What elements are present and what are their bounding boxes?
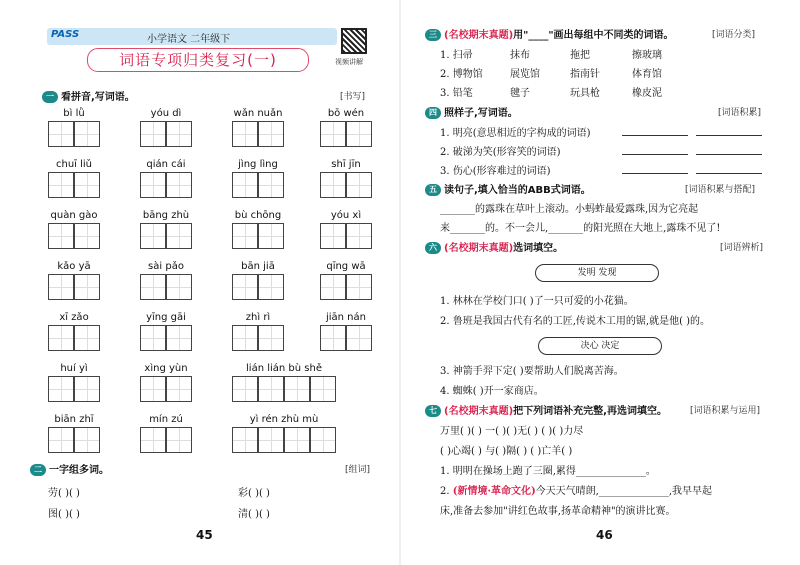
- section-number-badge: 四: [425, 107, 441, 119]
- pinyin-label: huí yì: [60, 363, 88, 374]
- character-box[interactable]: [48, 121, 74, 147]
- character-box[interactable]: [320, 274, 346, 300]
- pinyin-label: jiān nán: [325, 312, 366, 323]
- section-tag: [词语辨析]: [720, 243, 764, 253]
- section-tag: [书写]: [340, 92, 366, 102]
- section-title: 看拼音,写词语。: [61, 92, 135, 103]
- pinyin-label: bì lǜ: [63, 108, 85, 119]
- character-box[interactable]: [166, 121, 192, 147]
- section-number-badge: 二: [30, 464, 46, 476]
- classification-word[interactable]: 1. 扫帚: [440, 50, 473, 61]
- answer-line[interactable]: [622, 154, 688, 155]
- pinyin-label: yīng gāi: [146, 312, 186, 323]
- exam-badge: (名校期末真题): [444, 243, 514, 254]
- classification-word[interactable]: 橡皮泥: [632, 88, 662, 99]
- character-box[interactable]: [232, 121, 258, 147]
- character-box[interactable]: [232, 376, 258, 402]
- character-box[interactable]: [166, 172, 192, 198]
- idiom-line[interactable]: ( )心竭( ) 与( )隔( ) ( )亡羊( ): [440, 446, 573, 457]
- pinyin-label: bāng zhù: [142, 210, 190, 221]
- character-box[interactable]: [140, 172, 166, 198]
- pinyin-label: yì rén zhù mù: [249, 414, 319, 425]
- word-choice-oval: 决心 决定: [538, 337, 662, 355]
- character-box[interactable]: [74, 325, 100, 351]
- sentence-line[interactable]: 来_______的。不一会儿,_______的阳光照在大地上,露珠不见了!: [440, 223, 721, 234]
- page-number: 46: [596, 528, 613, 542]
- character-box[interactable]: [140, 121, 166, 147]
- fill-question-continued: 床,准备去参加"讲红色故事,扬革命精神"的演讲比赛。: [440, 506, 676, 517]
- section-title: 一字组多词。: [49, 465, 109, 476]
- character-box[interactable]: [48, 223, 74, 249]
- section-2-heading: [30, 461, 109, 476]
- character-box[interactable]: [310, 376, 336, 402]
- character-box[interactable]: [310, 427, 336, 453]
- character-box[interactable]: [284, 376, 310, 402]
- answer-line[interactable]: [696, 154, 762, 155]
- fill-question[interactable]: 1. 林林在学校门口( )了一只可爱的小花猫。: [440, 296, 634, 307]
- character-box[interactable]: [48, 376, 74, 402]
- section-1-heading: [42, 88, 135, 103]
- character-box[interactable]: [346, 274, 372, 300]
- pinyin-label: wǎn nuǎn: [233, 108, 283, 119]
- character-box[interactable]: [74, 427, 100, 453]
- section-tag: [词语分类]: [712, 30, 756, 40]
- pinyin-label: qián cái: [146, 159, 186, 170]
- classification-word[interactable]: 玩具枪: [570, 88, 600, 99]
- section-number-badge: 一: [42, 91, 58, 103]
- classification-word[interactable]: 3. 铅笔: [440, 88, 473, 99]
- page-header: [47, 28, 377, 74]
- character-box[interactable]: [346, 121, 372, 147]
- section-tag: [组词]: [345, 465, 371, 475]
- character-box[interactable]: [166, 427, 192, 453]
- pinyin-label: sài pǎo: [148, 261, 184, 272]
- character-box[interactable]: [140, 223, 166, 249]
- section-6-heading: [425, 239, 563, 254]
- character-box[interactable]: [140, 376, 166, 402]
- classification-word[interactable]: 擦玻璃: [632, 50, 662, 61]
- character-box[interactable]: [346, 223, 372, 249]
- word-group-item[interactable]: 清( )( ): [238, 509, 270, 520]
- character-box[interactable]: [258, 376, 284, 402]
- character-box[interactable]: [74, 172, 100, 198]
- example-row: 2. 破涕为笑(形容笑的词语): [440, 147, 561, 158]
- character-box[interactable]: [284, 427, 310, 453]
- section-tag: [词语积累与运用]: [690, 406, 761, 416]
- character-box[interactable]: [166, 274, 192, 300]
- word-choice-oval: 发明 发现: [535, 264, 659, 282]
- character-box[interactable]: [320, 223, 346, 249]
- pinyin-label: shī jīn: [331, 159, 361, 170]
- pinyin-label: biān zhī: [54, 414, 94, 425]
- pinyin-label: bō wén: [327, 108, 365, 119]
- pinyin-label: bù chōng: [234, 210, 282, 221]
- classification-word[interactable]: 指南针: [570, 69, 600, 80]
- classification-word[interactable]: 抹布: [510, 50, 530, 61]
- word-group-item[interactable]: 劳( )( ): [48, 488, 80, 499]
- section-title: 把下列词语补充完整,再选词填空。: [513, 406, 667, 417]
- character-box[interactable]: [140, 427, 166, 453]
- pinyin-label: kǎo yā: [57, 261, 91, 272]
- classification-word[interactable]: 2. 博物馆: [440, 69, 483, 80]
- example-row: 1. 明亮(意思相近的字构成的词语): [440, 128, 591, 139]
- character-box[interactable]: [140, 274, 166, 300]
- character-box[interactable]: [48, 325, 74, 351]
- character-box[interactable]: [166, 223, 192, 249]
- section-title: 照样子,写词语。: [444, 108, 518, 119]
- pinyin-label: jìng lìng: [238, 159, 278, 170]
- character-box[interactable]: [74, 121, 100, 147]
- page-number: 45: [196, 528, 213, 542]
- character-box[interactable]: [232, 427, 258, 453]
- character-box[interactable]: [346, 325, 372, 351]
- exam-badge: (名校期末真题): [444, 406, 514, 417]
- qr-caption: 视频讲解: [335, 58, 363, 66]
- character-box[interactable]: [258, 223, 284, 249]
- idiom-line[interactable]: 万里( )( ) 一( )( )无( ) ( )( )力尽: [440, 426, 584, 437]
- character-box[interactable]: [258, 172, 284, 198]
- character-box[interactable]: [74, 223, 100, 249]
- grade-subtitle: 小学语文 二年级下: [147, 34, 231, 45]
- character-box[interactable]: [48, 172, 74, 198]
- section-title: 用"____"画出每组中不同类的词语。: [513, 30, 674, 41]
- example-row: 3. 伤心(形容难过的词语): [440, 166, 551, 177]
- section-tag: [词语积累]: [718, 108, 762, 118]
- character-box[interactable]: [74, 376, 100, 402]
- character-box[interactable]: [140, 325, 166, 351]
- pinyin-label: mín zú: [149, 414, 183, 425]
- pinyin-label: zhì rì: [245, 312, 271, 323]
- answer-line[interactable]: [696, 173, 762, 174]
- section-number-badge: 三: [425, 29, 441, 41]
- pinyin-label: quàn gào: [50, 210, 98, 221]
- character-box[interactable]: [166, 376, 192, 402]
- section-5-heading: [425, 181, 591, 196]
- fill-question[interactable]: 3. 神箭手羿下定( )要帮助人们脱离苦海。: [440, 366, 624, 377]
- pinyin-label: xìng yùn: [144, 363, 188, 374]
- section-7-heading: [425, 402, 667, 417]
- section-number-badge: 六: [425, 242, 441, 254]
- section-tag: [词语积累与搭配]: [685, 185, 756, 195]
- character-box[interactable]: [232, 274, 258, 300]
- pass-logo: PASS: [51, 29, 80, 40]
- character-box[interactable]: [232, 172, 258, 198]
- question-text: 今天天气晴朗,______________,我早早起: [535, 486, 713, 497]
- pinyin-label: lián lián bù shě: [246, 363, 322, 374]
- pinyin-label: yóu xì: [330, 210, 362, 221]
- character-box[interactable]: [166, 325, 192, 351]
- classification-word[interactable]: 毽子: [510, 88, 530, 99]
- character-box[interactable]: [258, 325, 284, 351]
- exam-badge: (名校期末真题): [444, 30, 514, 41]
- pinyin-label: yóu dì: [150, 108, 182, 119]
- qr-code-icon[interactable]: [341, 28, 367, 54]
- pinyin-label: chuī liǔ: [55, 159, 93, 170]
- fill-question[interactable]: 4. 蜘蛛( )开一家商店。: [440, 386, 544, 397]
- classification-word[interactable]: 拖把: [570, 50, 590, 61]
- character-box[interactable]: [258, 274, 284, 300]
- character-box[interactable]: [320, 325, 346, 351]
- character-box[interactable]: [320, 172, 346, 198]
- section-4-heading: [425, 104, 518, 119]
- section-title: 选词填空。: [513, 243, 564, 254]
- character-box[interactable]: [232, 223, 258, 249]
- context-badge: (新情境·革命文化): [452, 486, 536, 497]
- character-box[interactable]: [48, 274, 74, 300]
- question-number: 2.: [440, 486, 453, 497]
- header-bar: [47, 28, 337, 45]
- character-box[interactable]: [320, 121, 346, 147]
- answer-line[interactable]: [696, 135, 762, 136]
- classification-word[interactable]: 展览馆: [510, 69, 540, 80]
- word-group-item[interactable]: 图( )( ): [48, 509, 80, 520]
- character-box[interactable]: [74, 274, 100, 300]
- pinyin-label: qīng wā: [326, 261, 366, 272]
- answer-line[interactable]: [622, 135, 688, 136]
- section-title: 读句子,填入恰当的ABB式词语。: [444, 185, 591, 196]
- right-page: [400, 0, 800, 565]
- word-group-item[interactable]: 彩( )( ): [238, 488, 270, 499]
- pinyin-label: xī zǎo: [59, 312, 89, 323]
- sentence-line[interactable]: _______的露珠在草叶上滚动。小蚂蚱最爱露珠,因为它亮起: [440, 204, 699, 215]
- character-box[interactable]: [232, 325, 258, 351]
- fill-question[interactable]: 1. 明明在操场上跑了三圈,累得______________。: [440, 466, 656, 477]
- section-3-heading: [425, 26, 674, 41]
- section-number-badge: 七: [425, 405, 441, 417]
- page-title: 词语专项归类复习(一): [87, 48, 309, 72]
- character-box[interactable]: [48, 427, 74, 453]
- fill-question[interactable]: 2. 鲁班是我国古代有名的工匠,传说木工用的锯,就是他( )的。: [440, 316, 711, 327]
- fill-question[interactable]: [440, 482, 712, 497]
- character-box[interactable]: [258, 121, 284, 147]
- pinyin-label: bān jiā: [241, 261, 275, 272]
- classification-word[interactable]: 体育馆: [632, 69, 662, 80]
- answer-line[interactable]: [622, 173, 688, 174]
- character-box[interactable]: [346, 172, 372, 198]
- character-box[interactable]: [258, 427, 284, 453]
- section-number-badge: 五: [425, 184, 441, 196]
